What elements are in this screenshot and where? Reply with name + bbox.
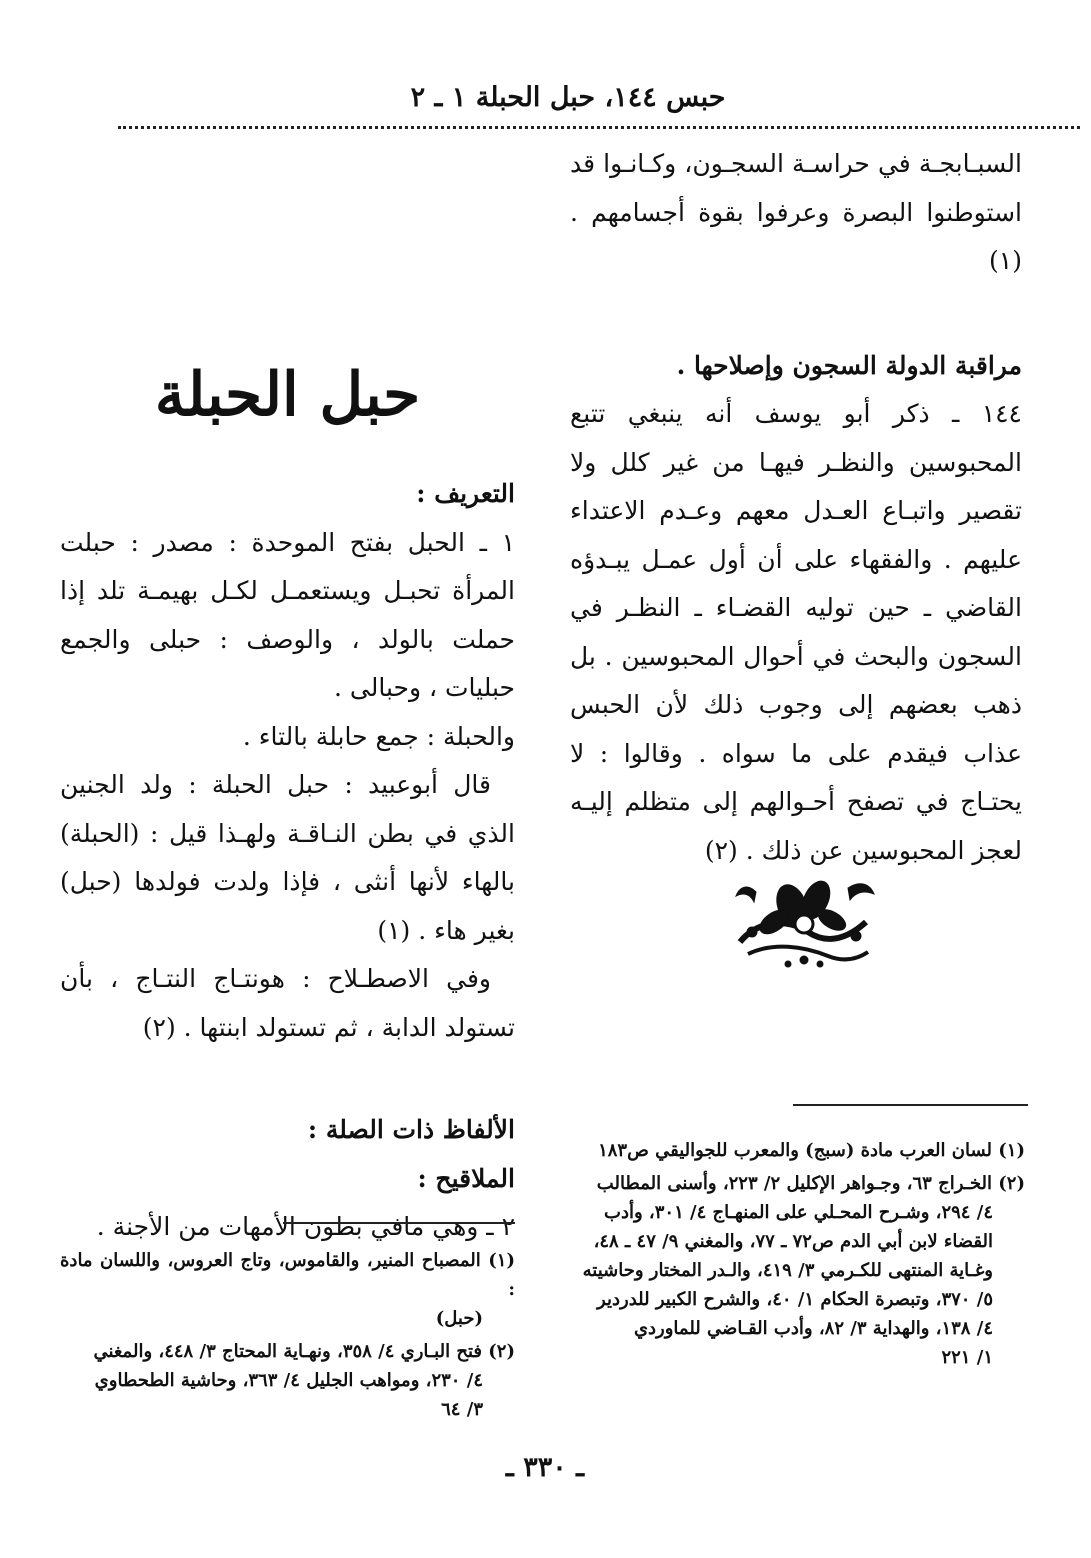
page-header-title: حبس ١٤٤، حبل الحبلة ١ ـ ٢ xyxy=(410,82,726,113)
paragraph-2: ٢ ـ وهي مافي بطون الأمهات من الأجنة . xyxy=(96,1212,515,1241)
footnote-line: ٣/ ٦٤ xyxy=(441,1399,483,1420)
page-number-text: ـ ٣٣٠ ـ xyxy=(505,1452,585,1483)
floral-ornament-icon xyxy=(728,870,878,970)
footnote-line: ١/ ٢٢١ xyxy=(941,1347,993,1368)
footnote-line: (حبل) xyxy=(435,1308,483,1329)
intro-paragraph: السبـابجـة في حراسـة السجـون، وكـانـوا قد استوطنوا البصرة وعرفوا بقوة أجسامهم . (١) xyxy=(570,149,1022,275)
footnote-right-1 xyxy=(570,1136,1025,1165)
footnote-line: ٥/ ٣٧٠، وتبصرة الحكام ١/ ٤٠، والشرح الكبير للدردير xyxy=(597,1289,993,1310)
footnote-rule-left xyxy=(283,1222,515,1224)
section-title-prison-oversight: مراقبة الدولة السجون وإصلاحها . xyxy=(676,350,1022,380)
footnote-line: وغـاية المنتهى للكـرمي ٣/ ٤١٩، والـدر المختار وحاشيته xyxy=(582,1260,993,1281)
malaqih-heading: الملاقيح : xyxy=(417,1163,515,1193)
right-column xyxy=(570,140,1022,875)
paragraph-habala: والحبلة : جمع حابلة بالتاء . xyxy=(242,721,515,751)
footnote-line: ٤/ ١٣٨، والهداية ٣/ ٨٢، وأدب القـاضي للماوردي xyxy=(633,1318,993,1339)
footnote-line: (١) المصباح المنير، والقاموس، وتاج العروس، واللسان مادة : xyxy=(60,1250,515,1300)
footnote-left-2 xyxy=(60,1337,515,1424)
footnotes-left xyxy=(60,1246,515,1428)
definition-heading: التعريف : xyxy=(416,479,515,508)
footnote-line: (١) لسان العرب مادة (سبج) والمعرب للجواليقي ص١٨٣ xyxy=(598,1140,1025,1161)
left-column xyxy=(60,470,515,1252)
section-gap xyxy=(60,1052,515,1106)
related-terms-heading: الألفاظ ذات الصلة : xyxy=(307,1115,515,1144)
footnote-line: ٤/ ٢٩٤، وشـرح المحـلي على المنهـاج ٤/ ٣٠١، وأدب xyxy=(604,1202,993,1223)
paragraph-istilah: وفي الاصطـلاح : هونتـاج النتـاج ، بأن تستولد الدابة ، ثم تستولد ابنتها . (٢) xyxy=(60,964,515,1042)
footnote-line: (٢) فتح البـاري ٤/ ٣٥٨، ونهـاية المحتاج ٣/ ٤٤٨، والمغني xyxy=(93,1341,515,1362)
footnote-rule-right xyxy=(793,1104,1028,1106)
page-number xyxy=(440,1448,650,1488)
section-gap xyxy=(570,286,1022,342)
paragraph-144: ١٤٤ ـ ذكر أبو يوسف أنه ينبغي تتبع المحبوسين والنظـر فيهـا من غير كلل ولا تقصير واتبـاع العـدل معهم وعـدم الاعتداء عليهم . والفقهاء على أن أول عمـل يبـدؤه القاضي ـ حين توليه القضـاء ـ النظـر في السجون والبحث في أحوال المحبوسين . بل ذهب بعضهم إلى وجوب ذلك لأن الحبس عذاب فيقدم على ما سواه . وقالوا : لا يحتـاج في تصفح أحـوالهم إلى متظلم إليـه لعجز المحبوسين عن ذلك . (٢) xyxy=(570,399,1022,865)
footnote-line: ٤/ ٢٣٠، ومواهب الجليل ٤/ ٣٦٣، وحاشية الطحطاوي xyxy=(94,1370,483,1391)
header-dotted-rule xyxy=(118,126,1080,129)
footnote-left-1 xyxy=(60,1246,515,1333)
page-header xyxy=(118,78,1018,118)
footnote-line: (٢) الخـراج ٦٣، وجـواهر الإكليل ٢/ ٢٢٣، وأسنى المطالب xyxy=(596,1173,1025,1194)
footnote-line: القضاء لابن أبي الدم ص٧٢ ـ ٧٧، والمغني ٩/ ٤٧ ـ ٤٨، xyxy=(593,1231,993,1252)
footnotes-right xyxy=(570,1136,1025,1376)
footnote-right-2 xyxy=(570,1169,1025,1372)
paragraph-abu-ubaid: قال أبوعبيد : حبل الحبلة : ولد الجنين الذي في بطن النـاقـة ولهـذا قيل : (الحبلة) بالهاء لأنها أنثى ، فإذا ولدت فولدها (حبل) بغير هاء . (١) xyxy=(60,770,515,945)
entry-title: حبل الحبلة xyxy=(154,360,421,430)
paragraph-1: ١ ـ الحبل بفتح الموحدة : مصدر : حبلت المرأة تحبـل ويستعمـل لكـل بهيمـة تلد إذا حملت بالولد ، والوصف : حبلى والجمع حبليات ، وحبالى . xyxy=(60,527,515,702)
